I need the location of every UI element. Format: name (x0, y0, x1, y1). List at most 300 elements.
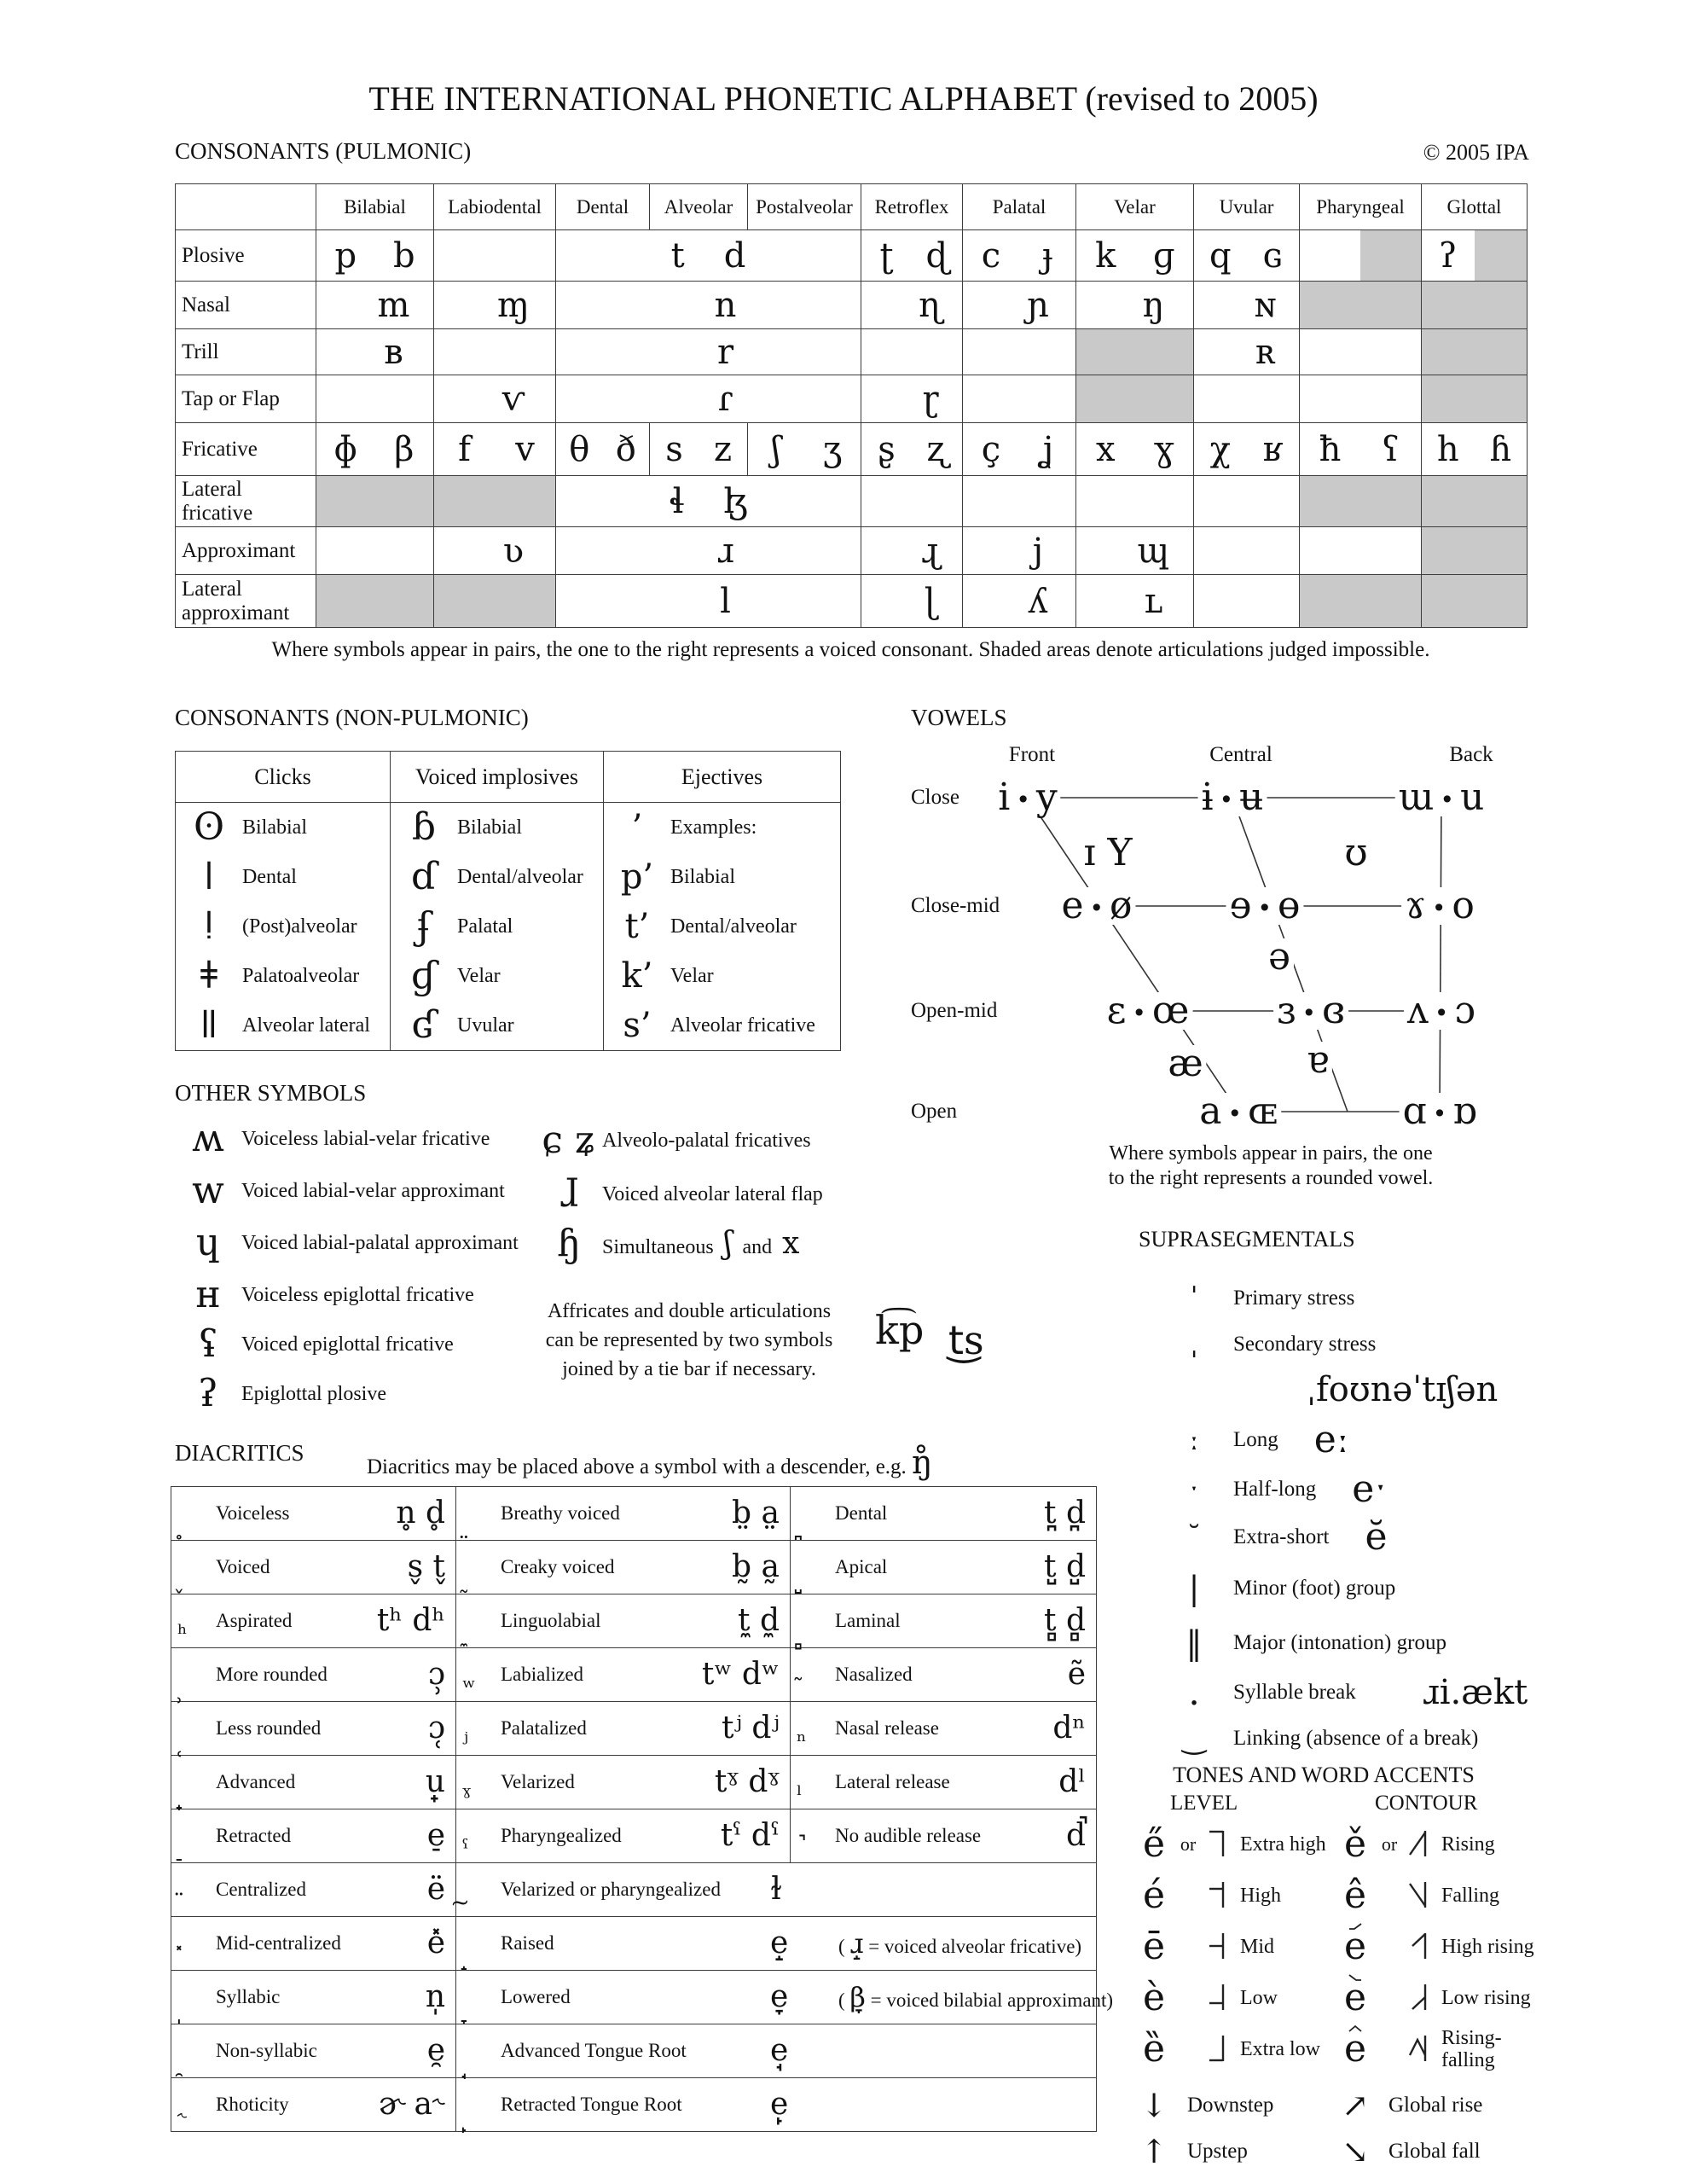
consonant-cell (963, 423, 1076, 476)
other-symbol-item (175, 1372, 386, 1415)
diacritic-example: t̪ d̪ (1044, 1496, 1086, 1531)
diacritic-sign: ̝ (462, 1943, 470, 1970)
consonant-cell (861, 375, 963, 423)
consonant-cell-content (861, 429, 962, 469)
diacritic-sign: ̹ (177, 1675, 185, 1701)
consonant-cell (861, 476, 963, 527)
consonant-cell (1194, 282, 1300, 329)
diacritic-example: t̺ d̺ (1044, 1549, 1086, 1584)
diacritic-example: e̽ (426, 1926, 445, 1960)
nonpulmonic-item (176, 1001, 390, 1050)
nonpulmonic-cell (391, 852, 604, 902)
diacritic-sign: ˤ (462, 1836, 469, 1862)
diacritic-sign: ʰ (177, 1621, 188, 1647)
pulmonic-consonant-table (175, 183, 1528, 628)
consonant-cell (556, 527, 861, 575)
ipa-symbol: k’ (621, 956, 653, 996)
affricates-note-line2: can be represented by two symbols (545, 1329, 833, 1351)
diacritic-example: tʲ dʲ (722, 1711, 780, 1745)
ipa-symbol: e (1336, 1928, 1375, 1966)
consonant-cell-content (963, 581, 1075, 621)
ipa-symbol: ʛ (411, 1003, 437, 1047)
suprasegmental-item (1175, 1467, 1388, 1511)
suprasegmental-sign: ˘ (1186, 1520, 1202, 1554)
pulmonic-row-label: Plosive (176, 230, 316, 282)
nonpulmonic-item (176, 951, 390, 1001)
nonpulmonic-item-label: Alveolar fricative (670, 1014, 815, 1037)
diacritic-label: Linguolabial (501, 1610, 601, 1631)
diacritic-sign: ̠ (177, 1836, 185, 1862)
vowel-symbol: ø (1110, 884, 1133, 927)
diacritic-label: Breathy voiced (501, 1502, 620, 1524)
nonpulmonic-item-label: Palatoalveolar (242, 964, 360, 987)
suprasegmental-item (1175, 1515, 1388, 1559)
pulmonic-row-plosive (176, 230, 1528, 282)
tone-label: Global fall (1388, 2140, 1481, 2163)
consonant-cell-content (861, 531, 962, 571)
ipa-symbol: ɺ (559, 1172, 579, 1216)
pulmonic-row-label: Nasal (176, 282, 316, 329)
tone-label: Extra high (1240, 1833, 1326, 1856)
nonpulmonic-item-label: (Post)alveolar (242, 915, 357, 938)
other-symbol-label: Alveolo-palatal fricatives (602, 1129, 811, 1152)
diacritic-sign: ̪ (797, 1513, 804, 1540)
suprasegmental-example: ɹi.ækt (1422, 1673, 1528, 1712)
ipa-symbol: ʝ (1041, 429, 1054, 469)
ipa-symbol: ç (981, 429, 1001, 469)
pulmonic-footnote: Where symbols appear in pairs, the one to the right represents a voiced consonant. Shaded areas denote articulations judged impossible. (271, 638, 1430, 661)
consonant-cell (1076, 329, 1194, 375)
consonant-cell-content (316, 285, 433, 325)
pulmonic-column-header-bilabial: Bilabial (316, 184, 434, 230)
other-symbol-label: Voiceless labial-velar fricative (241, 1127, 490, 1150)
tone-bar-icon (1206, 1931, 1228, 1963)
vowel-symbol: ɐ (1306, 1038, 1330, 1082)
tone-contour-icon-rising (1407, 1828, 1429, 1861)
other-symbol-label: Voiced epiglottal fricative (241, 1333, 454, 1356)
consonant-cell (963, 375, 1076, 423)
consonant-cell (1076, 282, 1194, 329)
consonant-cell (434, 329, 556, 375)
diacritics-row (171, 1863, 1097, 1917)
pulmonic-row-lateral-fricative (176, 476, 1528, 527)
diacritic-cell (171, 1863, 456, 1917)
ipa-symbol: ɲ (1027, 285, 1049, 325)
nonpulmonic-cell (391, 1001, 604, 1051)
consonant-cell-content (861, 285, 962, 325)
ipa-symbol: v (515, 429, 535, 469)
ipa-symbol: n (714, 285, 737, 325)
vowel-pair-dot: • (1434, 998, 1449, 1027)
ipa-symbol: ʄ (416, 904, 432, 948)
consonant-cell-content (1422, 235, 1527, 276)
tone-contour-row (1336, 1925, 1535, 1968)
ipa-symbol: ɟ (1041, 235, 1053, 276)
ipa-symbol: c (981, 235, 1001, 276)
vowel-footnote (1049, 1141, 1493, 1191)
consonant-cell-content (1076, 581, 1193, 621)
diacritics-note-text: Diacritics may be placed above a symbol with a descender, e.g. (367, 1455, 907, 1478)
tone-bar-icon (1206, 2033, 1228, 2065)
consonant-cell (1422, 527, 1528, 575)
vowel-item-script (1400, 1089, 1481, 1133)
vowel-item-turna (1303, 1038, 1332, 1082)
consonant-cell (1076, 575, 1194, 628)
nonpulmonic-cell (604, 852, 841, 902)
diacritics-row (171, 1648, 1097, 1702)
consonant-cell (1300, 527, 1422, 575)
suprasegmental-item (1175, 1281, 1355, 1316)
vowel-symbol: ɨ (1201, 775, 1214, 819)
suprasegmental-label: Syllable break (1233, 1681, 1356, 1704)
ipa-symbol: ŋ (1142, 285, 1165, 325)
tone-label: Rising-falling (1441, 2027, 1502, 2071)
suprasegmental-item (1175, 1327, 1377, 1362)
consonant-cell-content (556, 285, 861, 325)
vowel-symbol: œ (1151, 989, 1190, 1032)
nonpulmonic-column-header-clicks: Clicks (176, 752, 391, 803)
ipa-symbol: ʐ (926, 429, 948, 469)
vowel-item-mu (1395, 775, 1488, 819)
ipa-symbol: ɰ (1137, 531, 1170, 571)
vowel-symbol: a (1199, 1089, 1222, 1133)
suprasegmental-example: ĕ (1365, 1515, 1388, 1559)
consonant-cell-content (861, 235, 962, 276)
ipa-symbol: s’ (623, 1006, 652, 1045)
diacritic-label: Advanced Tongue Root (501, 2040, 687, 2061)
vowel-item-smallu (1341, 831, 1371, 874)
ipa-symbol: ʙ (384, 332, 403, 372)
consonant-cell (1194, 476, 1300, 527)
consonant-cell (1076, 375, 1194, 423)
tones-heading: TONES AND WORD ACCENTS (1173, 1763, 1475, 1787)
nonpulmonic-header-row (176, 752, 841, 803)
suprasegmental-sign: ˈ (1190, 1281, 1198, 1316)
other-symbol-label: Voiceless epiglottal fricative (241, 1283, 474, 1306)
consonant-cell (556, 282, 861, 329)
ipa-symbol: ɕ ʑ (542, 1118, 596, 1162)
diacritics-row (171, 1809, 1097, 1863)
diacritic-label: Nasal release (835, 1717, 939, 1739)
ipa-symbol: ɸ (333, 429, 358, 469)
diacritic-label: Retracted (216, 1825, 292, 1846)
consonant-cell-content (861, 379, 962, 419)
suprasegmental-sign: . (1188, 1671, 1200, 1713)
diacritic-example: t̻ d̻ (1044, 1603, 1086, 1638)
ipa-symbol: e̋ (1142, 1822, 1166, 1866)
diacritic-example: dˡ (1058, 1764, 1086, 1799)
tone-extra-row (1336, 2089, 1482, 2122)
consonant-cell (1300, 476, 1422, 527)
vowel-item-schwa (1265, 935, 1294, 979)
diacritic-cell (456, 1917, 1097, 1971)
diacritic-example: n̩ (425, 1979, 445, 2014)
diacritic-sign: ̽ (177, 1943, 185, 1970)
nonpulmonic-cell (176, 803, 391, 853)
vowel-symbol: ɵ (1278, 884, 1301, 927)
consonant-cell (1076, 230, 1194, 282)
diacritics-row (171, 2078, 1097, 2132)
diacritic-sign: ̺ (797, 1567, 804, 1594)
pulmonic-row-approximant (176, 527, 1528, 575)
pulmonic-column-header-dental: Dental (556, 184, 650, 230)
pulmonic-row-label: Trill (176, 329, 316, 375)
ipa-symbol: ɣ (1153, 429, 1174, 469)
tone-or-label: or (1180, 1833, 1197, 1855)
consonant-cell (1422, 329, 1528, 375)
consonant-cell-content (1194, 429, 1299, 469)
vowel-item-ash (1164, 1042, 1206, 1085)
nonpulmonic-item (604, 803, 840, 852)
vowel-symbol: o (1452, 884, 1475, 927)
other-symbols-heading: OTHER SYMBOLS (175, 1080, 367, 1106)
nonpulmonic-item-label: Bilabial (670, 865, 735, 888)
consonant-cell-content (861, 581, 962, 621)
diacritic-label: Lowered (501, 1986, 571, 2007)
consonant-cell (316, 476, 434, 527)
nonpulmonic-row (176, 803, 841, 853)
diacritic-sign: ̞ (462, 1997, 470, 2024)
diacritic-label: Retracted Tongue Root (501, 2094, 682, 2115)
diacritic-example: ɚ a˞ (378, 2087, 445, 2122)
nonpulmonic-item-label: Velar (457, 964, 501, 987)
pulmonic-column-header-uvular: Uvular (1194, 184, 1300, 230)
pulmonic-column-header-alveolar: Alveolar (650, 184, 748, 230)
consonant-cell (434, 282, 556, 329)
consonant-cell (963, 230, 1076, 282)
diacritics-row (171, 1971, 1097, 2024)
ipa-symbol: ʁ (1262, 429, 1283, 469)
suprasegmental-sign: ‿ (1182, 1722, 1206, 1756)
suprasegmental-label: Major (intonation) group (1233, 1631, 1446, 1654)
tone-label: Global rise (1388, 2094, 1483, 2117)
vowel-item-eps (1104, 989, 1193, 1032)
diacritic-note-text: = voiced alveolar fricative) (863, 1936, 1082, 1957)
diacritic-label: Centralized (216, 1879, 307, 1900)
diacritic-example: b̰ a̰ (732, 1549, 780, 1584)
tone-bar-icon (1206, 1879, 1228, 1912)
suprasegmental-item (1175, 1722, 1479, 1756)
ipa-symbol: x (1095, 429, 1116, 469)
diacritic-cell (791, 1594, 1097, 1648)
vowel-row-label-close: Close (911, 786, 959, 809)
consonant-cell (1422, 282, 1528, 329)
consonant-cell (1300, 375, 1422, 423)
diacritics-row (171, 1594, 1097, 1648)
consonant-cell (1076, 527, 1194, 575)
nonpulmonic-consonant-table (175, 751, 841, 1051)
diacritic-example: e̠ (426, 1818, 445, 1853)
nonpulmonic-cell (176, 1001, 391, 1051)
consonant-cell (434, 423, 556, 476)
ipa-symbol: β (394, 429, 415, 469)
diacritic-cell (456, 1809, 791, 1863)
vowel-chart (904, 682, 1687, 1211)
suprasegmental-sign: | (1188, 1570, 1200, 1607)
affricates-note-line3: joined by a tie bar if necessary. (562, 1358, 816, 1380)
diacritic-sign: ̻ (797, 1621, 804, 1647)
contour-accent-rising-falling (1348, 2024, 1362, 2033)
ipa-symbol: ǁ (200, 1003, 218, 1047)
suprasegmental-item (1175, 1572, 1395, 1605)
other-symbol-label: Epiglottal plosive (241, 1382, 386, 1405)
vowel-symbol: ɛ (1106, 989, 1127, 1032)
consonant-cell-content (556, 379, 861, 419)
diacritic-label: Voiceless (216, 1502, 290, 1524)
consonant-cell (861, 575, 963, 628)
nonpulmonic-cell (604, 902, 841, 951)
ipa-symbol: ɾ (717, 379, 733, 419)
other-symbol-label: Voiced labial-palatal approximant (241, 1231, 519, 1254)
pulmonic-row-lateral-approximant (176, 575, 1528, 628)
ipa-symbol: l (720, 581, 731, 621)
stress-example-word: ˌfoʊnəˈtɪʃən (1307, 1370, 1499, 1409)
ipa-symbol: m (377, 285, 410, 325)
diacritic-label: More rounded (216, 1664, 328, 1685)
nonpulmonic-item (604, 951, 840, 1001)
consonant-cell-content (650, 429, 747, 469)
nonpulmonic-cell (391, 902, 604, 951)
diacritic-sign: ̈ (177, 1890, 185, 1916)
copyright-notice: © 2005 IPA (1423, 140, 1529, 165)
nonpulmonic-item (176, 902, 390, 951)
diacritic-cell (456, 1487, 791, 1541)
diacritics-row (171, 1702, 1097, 1756)
ipa-symbol: ʋ (502, 531, 525, 571)
tone-extra-row (1134, 2135, 1248, 2168)
consonant-cell (748, 423, 861, 476)
consonant-cell (861, 282, 963, 329)
nonpulmonic-item-label: Dental/alveolar (670, 915, 797, 938)
ipa-symbol: ʂ (878, 429, 896, 469)
pulmonic-row-fricative (176, 423, 1528, 476)
diacritic-cell (456, 1648, 791, 1702)
diacritic-cell (791, 1487, 1097, 1541)
consonant-cell (1194, 375, 1300, 423)
diacritic-example: s̬ t̬ (407, 1549, 445, 1584)
nonpulmonic-item (391, 852, 603, 902)
nonpulmonic-item-label: Bilabial (242, 816, 307, 839)
tone-step-icon: ↑ (1140, 2133, 1168, 2170)
diacritic-label: Voiced (216, 1556, 270, 1577)
nonpulmonic-item (391, 1001, 603, 1050)
diacritic-cell (171, 1594, 456, 1648)
vowel-symbol: ə (1267, 935, 1291, 979)
consonant-cell (434, 575, 556, 628)
pulmonic-row-nasal (176, 282, 1528, 329)
other-symbol-label: Voiced labial-velar approximant (241, 1179, 505, 1202)
ipa-symbol: ʒ (822, 429, 843, 469)
ipa-symbol: ɳ (919, 285, 942, 325)
vowel-pair-dot: • (1432, 1099, 1447, 1128)
consonant-cell-content (556, 235, 861, 276)
nonpulmonic-column-header-voiced-implosives: Voiced implosives (391, 752, 604, 803)
other-symbol-item (175, 1117, 490, 1160)
ipa-symbol: r (716, 332, 734, 372)
consonant-cell (1194, 527, 1300, 575)
consonant-cell (556, 230, 861, 282)
ipa-symbol: ʕ (1381, 429, 1400, 469)
nonpulmonic-cell (391, 803, 604, 853)
contour-accent-high-rising (1348, 1922, 1362, 1931)
consonant-cell (1422, 423, 1528, 476)
diacritic-sign: ̙ (462, 2105, 470, 2131)
diacritics-note-example: ŋ̊ (912, 1443, 933, 1481)
ipa-symbol: k (1095, 235, 1116, 276)
diacritic-label: Syllabic (216, 1986, 281, 2007)
consonant-cell (650, 423, 748, 476)
ipa-symbol: ʀ (1255, 332, 1276, 372)
ipa-symbol: p (334, 235, 357, 276)
consonant-cell-content (556, 332, 861, 372)
ipa-symbol: w (192, 1169, 224, 1212)
consonant-cell (316, 282, 434, 329)
diacritic-note-open: ( (838, 1936, 850, 1957)
ipa-symbol: é (1142, 1873, 1166, 1917)
diacritic-example: e̞ (770, 1979, 789, 2014)
diacritic-label: Palatalized (501, 1717, 587, 1739)
vowel-row-label-open: Open (911, 1100, 958, 1123)
ipa-symbol: q (1209, 235, 1232, 276)
ipa-symbol: ʟ (1144, 581, 1163, 621)
vowel-symbol: ɞ (1321, 989, 1345, 1032)
diacritic-cell (791, 1756, 1097, 1809)
consonant-cell-content (963, 429, 1075, 469)
diacritic-label: Rhoticity (216, 2094, 289, 2115)
pulmonic-row-trill (176, 329, 1528, 375)
diacritic-label: Apical (835, 1556, 888, 1577)
consonant-cell-content (1194, 285, 1299, 325)
nonpulmonic-item (604, 852, 840, 902)
consonant-cell (316, 375, 434, 423)
consonant-cell (556, 423, 650, 476)
vowel-pair-dot: • (1016, 785, 1030, 814)
consonant-cell (861, 329, 963, 375)
vowel-symbol: ʊ (1344, 831, 1368, 874)
nonpulmonic-cell (604, 803, 841, 853)
suprasegmental-sign: ː (1189, 1423, 1199, 1457)
ipa-symbol: ʡ (198, 1372, 218, 1415)
pulmonic-row-label: Approximant (176, 527, 316, 575)
consonant-cell (1422, 575, 1528, 628)
diacritic-example: ɔ̜ (427, 1711, 445, 1745)
tone-label: Upstep (1187, 2140, 1248, 2163)
vowel-item-smallih (1080, 831, 1135, 874)
ipa-symbol: ʢ (198, 1322, 218, 1366)
ipa-symbol: ǀ (203, 855, 215, 898)
nonpulmonic-cell (176, 852, 391, 902)
nonpulmonic-item (176, 803, 390, 852)
diacritic-sign: ̘ (462, 2051, 470, 2077)
tones-contour-label: CONTOUR (1375, 1792, 1478, 1815)
consonant-cell (1194, 230, 1300, 282)
ipa-symbol: ɥ (195, 1221, 221, 1264)
vowel-pair-dot: • (1257, 893, 1272, 922)
ipa-symbol: ɓ (411, 805, 437, 849)
ipa-symbol: ɗ (410, 855, 438, 898)
tone-contour-row (1336, 2027, 1535, 2071)
nonpulmonic-item (604, 902, 840, 951)
vowel-column-label-back: Back (1449, 743, 1493, 766)
consonant-cell (1194, 575, 1300, 628)
tie-bar-example-kp: k͡p (875, 1307, 925, 1353)
diacritic-label: Velarized (501, 1771, 575, 1792)
diacritic-cell (456, 1971, 1114, 2024)
nonpulmonic-cell (391, 951, 604, 1001)
suprasegmental-label: Minor (foot) group (1233, 1577, 1396, 1600)
consonant-cell (963, 476, 1076, 527)
ipa-symbol: ɹ (716, 531, 734, 571)
